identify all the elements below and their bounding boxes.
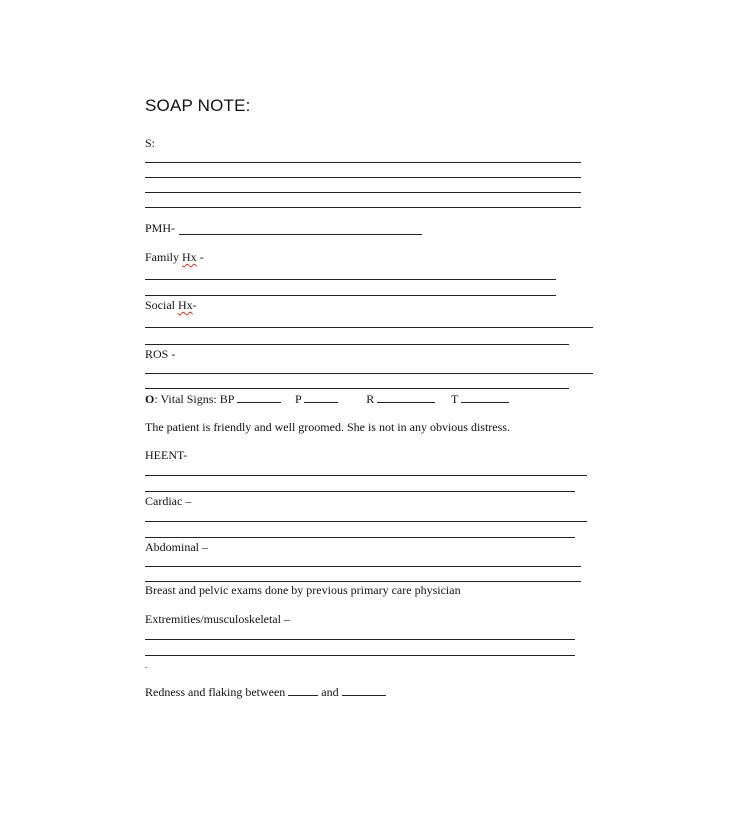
subjective-label: S:	[145, 136, 156, 150]
redness-row	[145, 684, 386, 699]
resp-label: R	[366, 392, 375, 406]
ros-line-2[interactable]	[145, 388, 569, 389]
pmh-label: PMH-	[145, 221, 176, 235]
abdominal-line-2[interactable]	[145, 581, 581, 582]
patient-statement: The patient is friendly and well groomed. She is not in any obvious distress.	[145, 420, 510, 434]
ros-label: ROS -	[145, 347, 176, 361]
social-hx-line-1[interactable]	[145, 327, 593, 328]
pulse-blank[interactable]	[304, 391, 338, 403]
subjective-line-4[interactable]	[145, 207, 581, 208]
social-hx-suffix: -	[192, 298, 197, 312]
pulse-label: P	[294, 392, 302, 406]
breast-pelvic-statement: Breast and pelvic exams done by previous primary care physician	[145, 583, 461, 597]
temp-blank[interactable]	[461, 391, 509, 403]
family-hx-label	[145, 250, 204, 264]
heent-line-2[interactable]	[145, 491, 575, 492]
subjective-line-3[interactable]	[145, 192, 581, 193]
vital-signs-row	[145, 391, 509, 406]
extremities-line-1[interactable]	[145, 639, 575, 640]
page-title: SOAP NOTE:	[145, 96, 251, 115]
social-hx-label	[145, 298, 197, 312]
bp-blank[interactable]	[237, 391, 281, 403]
family-hx-abbrev: Hx	[182, 250, 197, 264]
pmh-blank[interactable]	[179, 234, 422, 235]
redness-and: and	[321, 685, 339, 699]
heent-line-1[interactable]	[145, 475, 587, 476]
redness-blank-2[interactable]	[342, 684, 386, 696]
cardiac-label: Cardiac –	[145, 494, 192, 508]
objective-prefix: O	[145, 392, 155, 406]
cardiac-line-2[interactable]	[145, 537, 575, 538]
vital-signs-label: : Vital Signs: BP	[154, 392, 234, 406]
heent-label: HEENT-	[145, 448, 188, 462]
resp-blank[interactable]	[377, 391, 435, 403]
social-hx-line-2[interactable]	[145, 344, 569, 345]
family-hx-line-2[interactable]	[145, 295, 556, 296]
cardiac-line-1[interactable]	[145, 521, 587, 522]
extremities-line-2[interactable]	[145, 655, 575, 656]
extremities-label: Extremities/musculoskeletal –	[145, 612, 290, 626]
abdominal-label: Abdominal –	[145, 540, 208, 554]
social-hx-abbrev: Hx	[178, 298, 193, 312]
family-hx-line-1[interactable]	[145, 279, 556, 280]
social-hx-text: Social	[145, 298, 178, 312]
ros-line-1[interactable]	[145, 373, 593, 374]
subjective-line-2[interactable]	[145, 177, 581, 178]
redness-blank-1[interactable]	[288, 684, 318, 696]
family-hx-text: Family	[145, 250, 183, 264]
subjective-line-1[interactable]	[145, 162, 581, 163]
stray-dot: .	[145, 660, 148, 670]
temp-label: T	[451, 392, 459, 406]
redness-text: Redness and flaking between	[145, 685, 286, 699]
abdominal-line-1[interactable]	[145, 566, 581, 567]
family-hx-suffix: -	[196, 250, 204, 264]
